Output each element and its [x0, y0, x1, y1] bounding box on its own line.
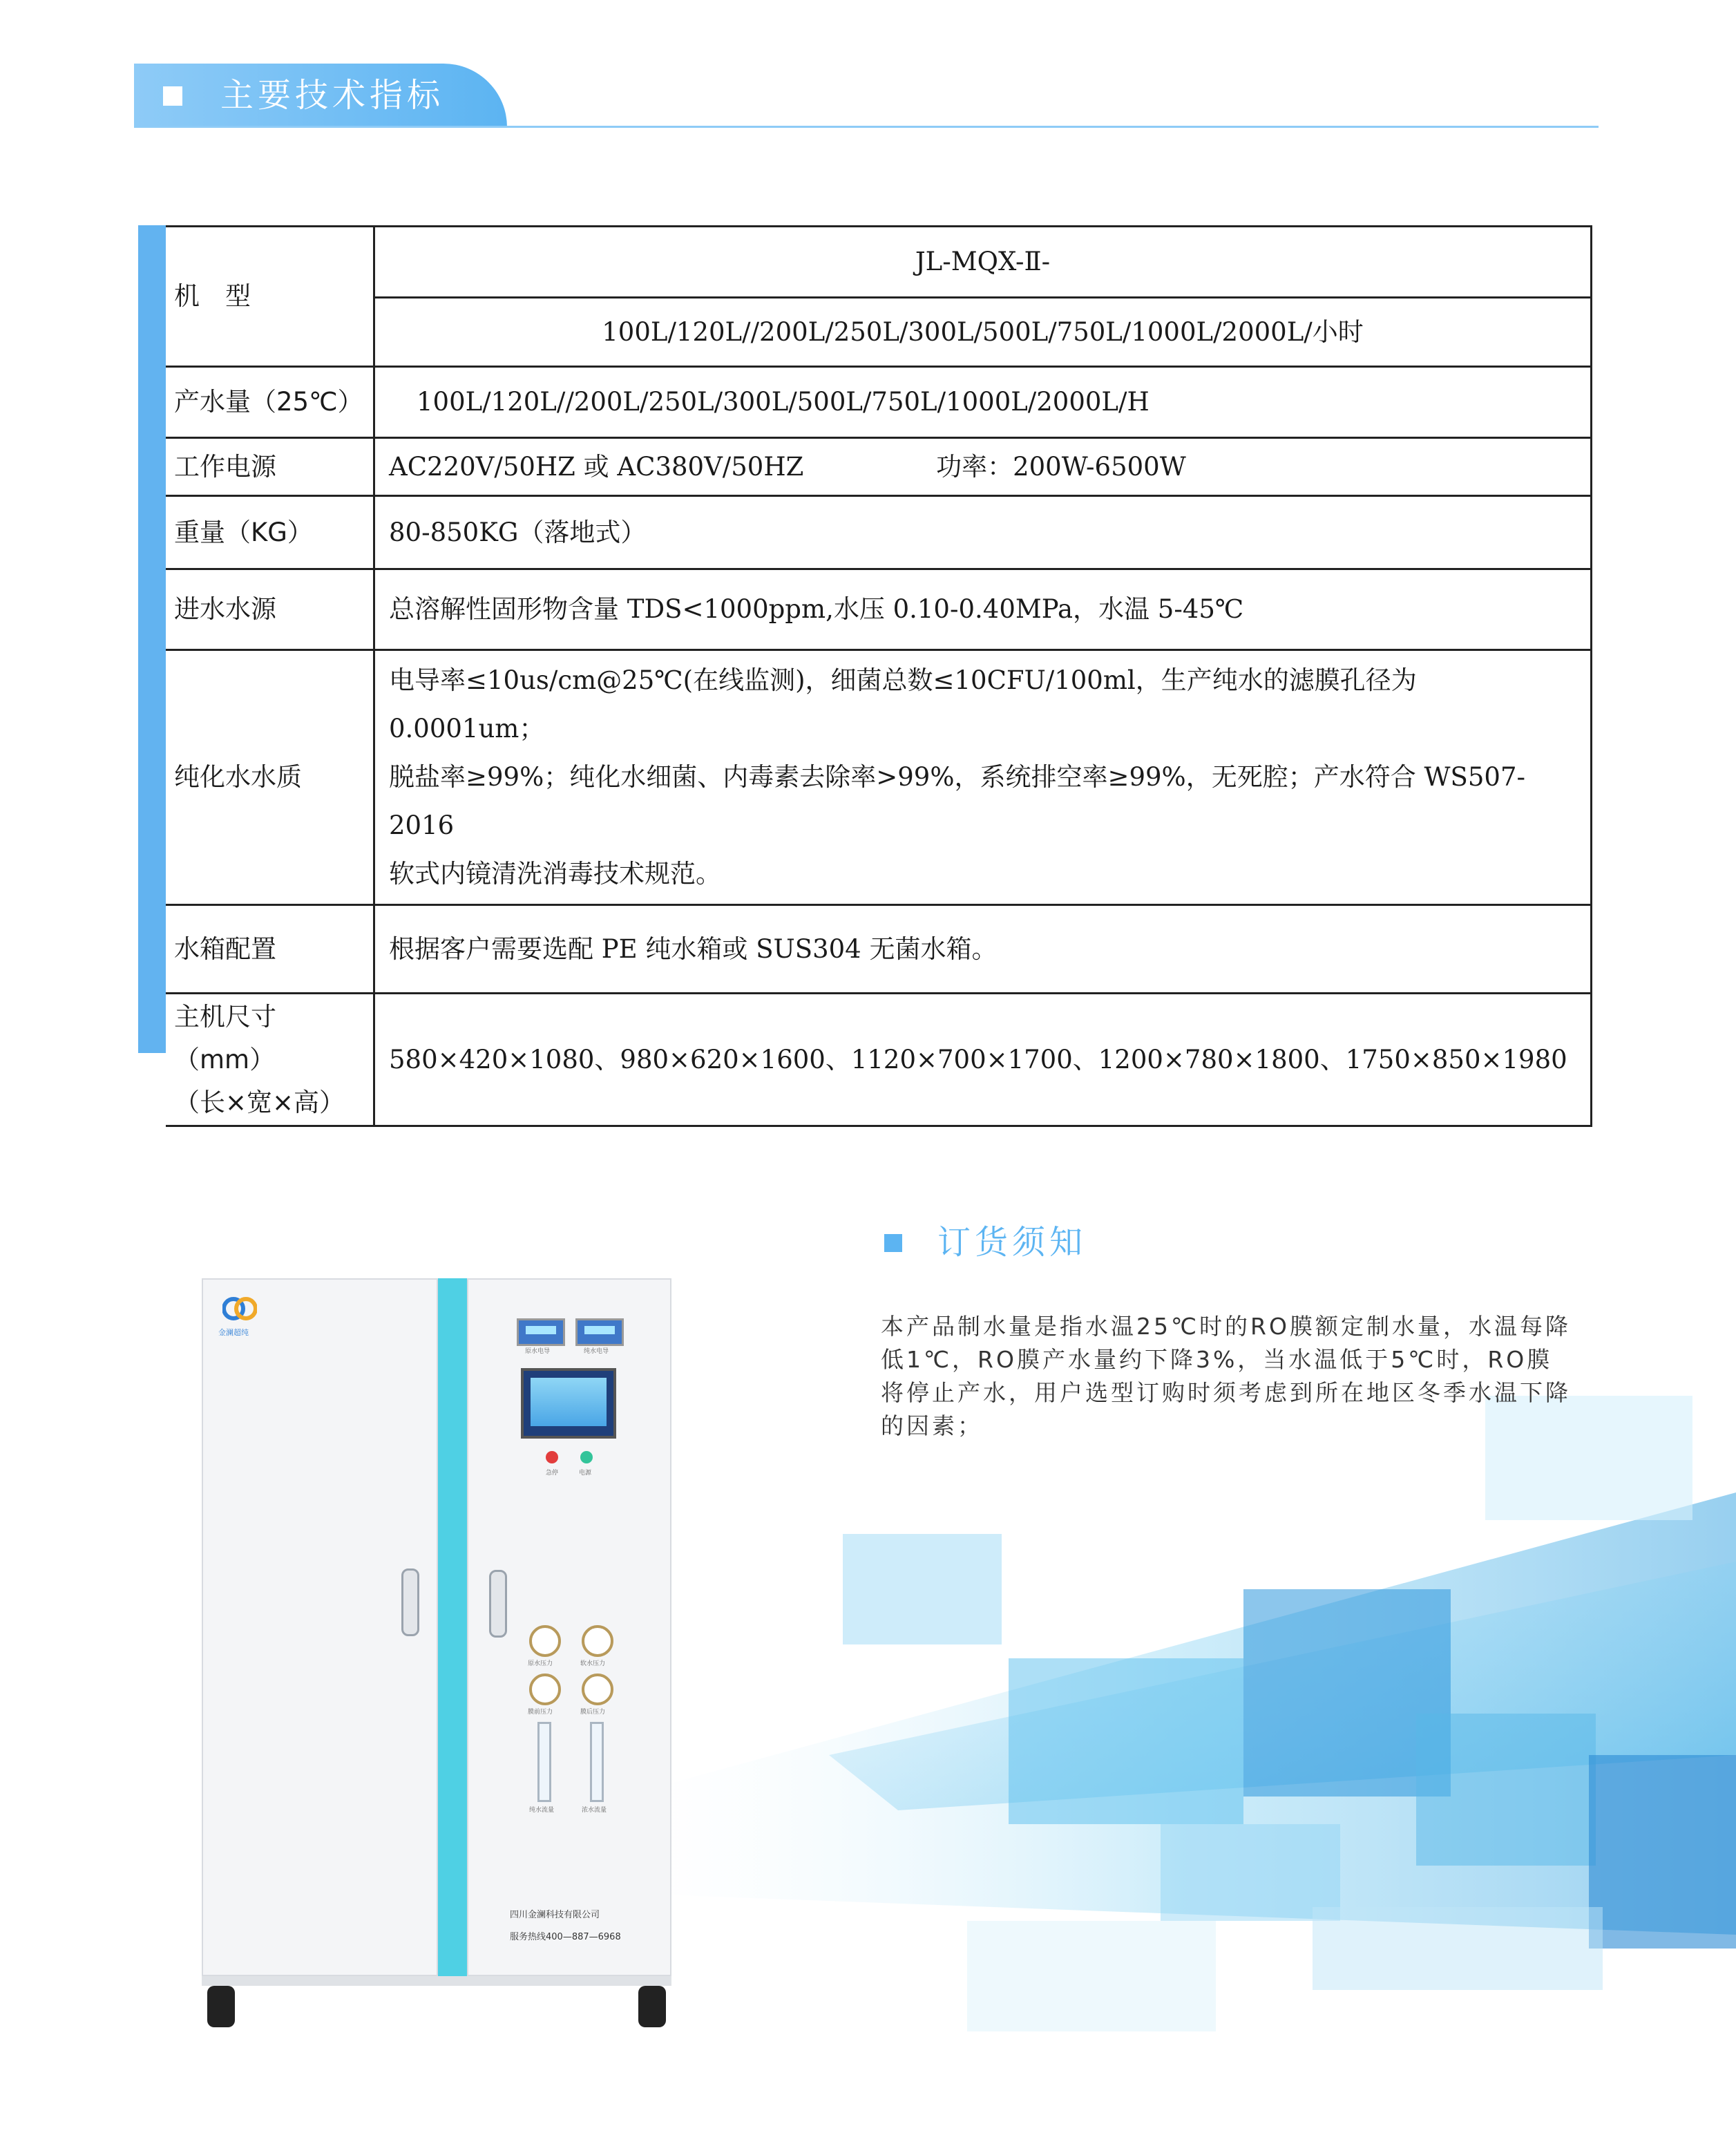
gauge-label: 膜前压力 — [528, 1709, 553, 1716]
quality-line: 软式内镜清洗消毒技术规范。 — [389, 859, 721, 889]
door-handle — [401, 1568, 419, 1636]
row-value: 根据客户需要选配 PE 纯水箱或 SUS304 无菌水箱。 — [374, 905, 1592, 994]
row-value: JL-MQX-Ⅱ- — [374, 227, 1592, 298]
table-row — [166, 438, 1592, 496]
table-row — [166, 569, 1592, 650]
pressure-gauge — [582, 1625, 613, 1657]
touch-screen — [521, 1368, 616, 1439]
caster-wheel-icon — [638, 1986, 666, 2027]
row-label: 机 型 — [166, 227, 374, 367]
spec-table — [166, 225, 1592, 1127]
section-title: 主要技术指标 — [220, 76, 445, 115]
cabinet-base — [202, 1976, 671, 1986]
row-label: 纯化水水质 — [166, 650, 374, 905]
left-door — [202, 1278, 438, 1976]
square-bullet-icon — [163, 86, 182, 106]
power-indicator — [580, 1451, 593, 1463]
row-value: 80-850KG（落地式） — [374, 496, 1592, 569]
meter-label: 原水电导 — [525, 1348, 551, 1355]
row-label: 水箱配置 — [166, 905, 374, 994]
button-label: 急停 — [546, 1470, 559, 1477]
flow-label: 浓水流量 — [582, 1807, 607, 1814]
brand-logo-icon — [222, 1293, 257, 1324]
gauge-label: 原水压力 — [528, 1660, 553, 1667]
brand-name: 金澜超纯 — [218, 1328, 249, 1337]
table-row — [166, 650, 1592, 905]
row-value: 580×420×1080、980×620×1600、1120×700×1700、1200×780×1800、1750×850×1980 — [374, 994, 1592, 1126]
right-door — [467, 1278, 671, 1976]
row-label: 主机尺寸（mm） （长×宽×高） — [166, 994, 374, 1126]
quality-line: 电导率≤10us/cm@25℃(在线监测)，细菌总数≤10CFU/100ml，生产纯水的滤膜孔径为 0.0001um； — [389, 665, 1417, 743]
order-notice-title: 订货须知 — [937, 1223, 1087, 1262]
table-row — [166, 367, 1592, 438]
door-handle — [489, 1570, 507, 1638]
header-divider — [134, 126, 1599, 128]
row-value — [374, 438, 1592, 496]
pressure-gauge — [582, 1674, 613, 1705]
cabinet-stripe — [438, 1278, 467, 1976]
table-row — [166, 496, 1592, 569]
meter-label: 纯水电导 — [584, 1348, 609, 1355]
flow-meter — [537, 1722, 551, 1802]
button-label: 电源 — [579, 1470, 592, 1477]
table-row — [166, 905, 1592, 994]
table-row — [166, 227, 1592, 298]
table-row — [166, 298, 1592, 367]
table-accent-bar — [138, 225, 166, 1053]
row-value: 总溶解性固形物含量 TDS<1000ppm,水压 0.10-0.40MPa，水温 5-45℃ — [374, 569, 1592, 650]
meter-display — [575, 1318, 624, 1346]
gauge-label: 膜后压力 — [580, 1709, 606, 1716]
power-rating-value: 功率：200W-6500W — [936, 451, 1186, 482]
service-hotline: 服务热线400—887—6968 — [510, 1932, 621, 1942]
power-source-value: AC220V/50HZ 或 AC380V/50HZ — [389, 451, 804, 482]
row-label: 产水量（25℃） — [166, 367, 374, 438]
gauge-label: 软水压力 — [580, 1660, 606, 1667]
row-label: 进水水源 — [166, 569, 374, 650]
pressure-gauge — [529, 1674, 561, 1705]
product-image — [202, 1278, 671, 2025]
row-value — [374, 650, 1592, 905]
section-header-specs — [134, 64, 507, 127]
caster-wheel-icon — [207, 1986, 235, 2027]
table-row — [166, 994, 1592, 1126]
flow-label: 纯水流量 — [529, 1807, 555, 1814]
order-notice-text: 本产品制水量是指水温25℃时的RO膜额定制水量，水温每降低1℃，RO膜产水量约下降3%，当水温低于5℃时，RO膜将停止产水，用户选型订购时须考虑到所在地区冬季水温下降的因素； — [881, 1313, 1571, 1439]
company-name: 四川金澜科技有限公司 — [510, 1910, 600, 1920]
row-label: 重量（KG） — [166, 496, 374, 569]
emergency-stop-button — [546, 1451, 558, 1463]
quality-line: 脱盐率≥99%；纯化水细菌、内毒素去除率>99%，系统排空率≥99%，无死腔；产水符合 WS507-2016 — [389, 762, 1525, 840]
pressure-gauge — [529, 1625, 561, 1657]
meter-display — [517, 1318, 565, 1346]
flow-meter — [590, 1722, 604, 1802]
row-label: 工作电源 — [166, 438, 374, 496]
row-value: 100L/120L//200L/250L/300L/500L/750L/1000L/2000L/H — [374, 367, 1592, 438]
row-value: 100L/120L//200L/250L/300L/500L/750L/1000L/2000L/小时 — [374, 298, 1592, 367]
square-bullet-icon — [884, 1234, 902, 1252]
